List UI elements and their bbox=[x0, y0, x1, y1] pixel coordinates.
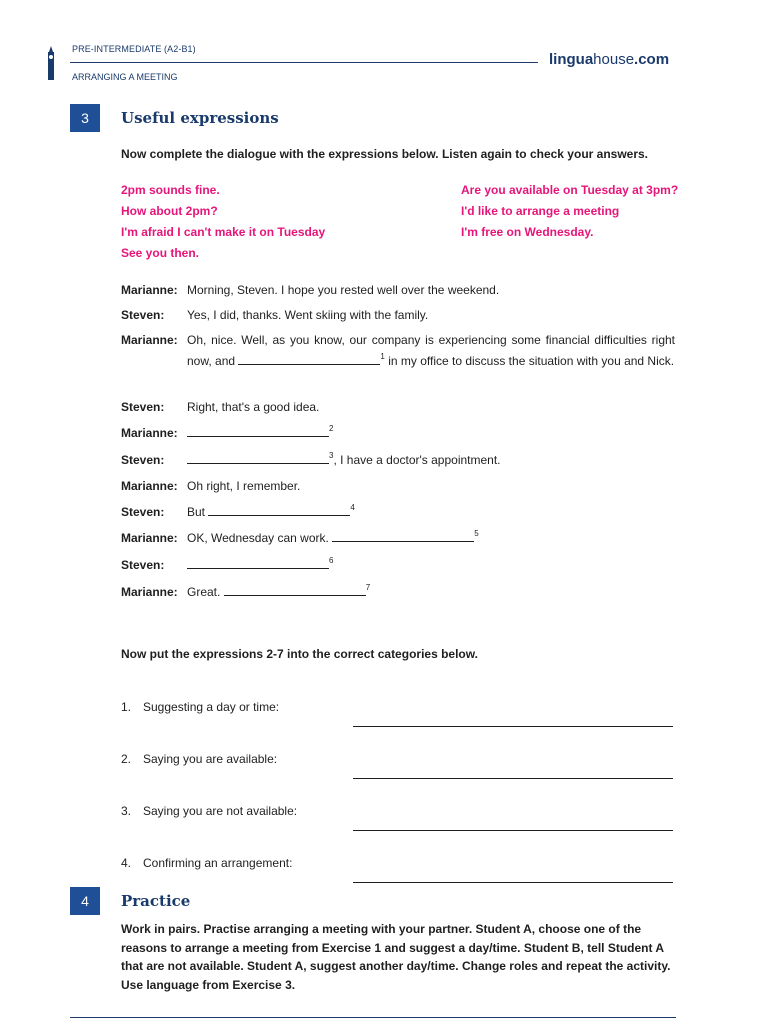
speech-text: Morning, Steven. I hope you rested well over the weekend. bbox=[187, 283, 500, 297]
section-title-practice: Practice bbox=[121, 892, 191, 910]
category-label: Confirming an arrangement: bbox=[143, 856, 293, 870]
category-number: 2. bbox=[121, 752, 132, 766]
answer-blank-6[interactable] bbox=[187, 555, 329, 569]
speech-text: Yes, I did, thanks. Went skiing with the family. bbox=[187, 308, 429, 322]
expressions-left-column bbox=[121, 180, 325, 264]
speaker-name: Marianne: bbox=[121, 426, 178, 440]
section4-instruction: Work in pairs. Practise arranging a meeting with your partner. Student A, choose one of the reasons to arrange a meeting from Exercise 1 and suggest a day/time. Student B, tell Student A that are not available. Student A, suggest another day/time. Change roles and repeat the activity. Use language from Exercise 3. bbox=[121, 922, 671, 992]
speaker-name: Steven: bbox=[121, 308, 165, 322]
expression-item: I'm afraid I can't make it on Tuesday bbox=[121, 225, 326, 239]
speaker-name: Steven: bbox=[121, 558, 165, 572]
category-answer-line[interactable] bbox=[353, 882, 673, 883]
speech-text: Oh, nice. Well, as you know, our company is experiencing some financial difficulties right now, and $^1$ in my office to discuss the situation with you and Nick. bbox=[187, 333, 675, 368]
speaker-name: Marianne: bbox=[121, 585, 178, 599]
speaker-name: Marianne: bbox=[121, 283, 178, 297]
section-title-useful-expressions: Useful expressions bbox=[121, 109, 279, 127]
category-label: Saying you are available: bbox=[143, 752, 278, 766]
speech-text: 6 bbox=[187, 555, 675, 576]
expression-item: See you then. bbox=[121, 246, 200, 260]
speech-text: $^3$, I have a doctor's appointment. bbox=[187, 450, 675, 471]
page-header bbox=[0, 0, 768, 90]
category-item bbox=[121, 752, 681, 782]
categories-instruction: Now put the expressions 2-7 into the correct categories below. bbox=[121, 647, 478, 661]
speech-text: Oh right, I remember. bbox=[187, 479, 301, 493]
category-item bbox=[121, 700, 681, 730]
speaker-name: Steven: bbox=[121, 453, 165, 467]
category-answer-line[interactable] bbox=[353, 726, 673, 727]
category-answer-line[interactable] bbox=[353, 778, 673, 779]
expressions-right-column bbox=[461, 180, 678, 243]
category-number: 4. bbox=[121, 856, 132, 870]
expression-item: How about 2pm? bbox=[121, 204, 218, 218]
category-answer-line[interactable] bbox=[353, 830, 673, 831]
answer-blank-5[interactable] bbox=[332, 528, 474, 542]
expression-item: I'd like to arrange a meeting bbox=[461, 204, 620, 218]
expression-item: I'm free on Wednesday. bbox=[461, 225, 594, 239]
category-number: 1. bbox=[121, 700, 132, 714]
answer-blank-7[interactable] bbox=[224, 582, 366, 596]
linguahouse-logo: linguahouse.com bbox=[549, 51, 670, 68]
speaker-name: Marianne: bbox=[121, 333, 178, 347]
topic-label: ARRANGING A MEETING bbox=[72, 72, 178, 82]
speaker-name: Marianne: bbox=[121, 531, 178, 545]
answer-blank-2[interactable] bbox=[187, 423, 329, 437]
answer-blank-4[interactable] bbox=[208, 502, 350, 516]
category-number: 3. bbox=[121, 804, 132, 818]
speech-text: 2 bbox=[187, 423, 675, 444]
category-item bbox=[121, 856, 681, 886]
level-label: PRE-INTERMEDIATE (A2-B1) bbox=[72, 44, 196, 54]
category-item bbox=[121, 804, 681, 834]
speech-text: OK, Wednesday can work. $^5$ bbox=[187, 529, 479, 545]
speech-text: Right, that's a good idea. bbox=[187, 400, 320, 414]
category-label: Suggesting a day or time: bbox=[143, 700, 280, 714]
expression-item: 2pm sounds fine. bbox=[121, 183, 220, 197]
section-number-3: 3 bbox=[70, 104, 100, 132]
category-label: Saying you are not available: bbox=[143, 804, 298, 818]
footer-rule bbox=[70, 1017, 676, 1018]
big-ben-icon bbox=[46, 46, 56, 80]
speaker-name: Steven: bbox=[121, 400, 165, 414]
speaker-name: Steven: bbox=[121, 505, 165, 519]
section-number-4: 4 bbox=[70, 887, 100, 915]
speech-text: Great. $^7$ bbox=[187, 583, 371, 599]
answer-blank-3[interactable] bbox=[187, 450, 329, 464]
speech-text: But $^4$ bbox=[187, 503, 355, 519]
section3-instruction: Now complete the dialogue with the expressions below. Listen again to check your answers. bbox=[121, 147, 649, 161]
speaker-name: Marianne: bbox=[121, 479, 178, 493]
expression-item: Are you available on Tuesday at 3pm? bbox=[461, 183, 679, 197]
answer-blank-1[interactable] bbox=[238, 351, 380, 365]
header-rule bbox=[70, 62, 538, 63]
